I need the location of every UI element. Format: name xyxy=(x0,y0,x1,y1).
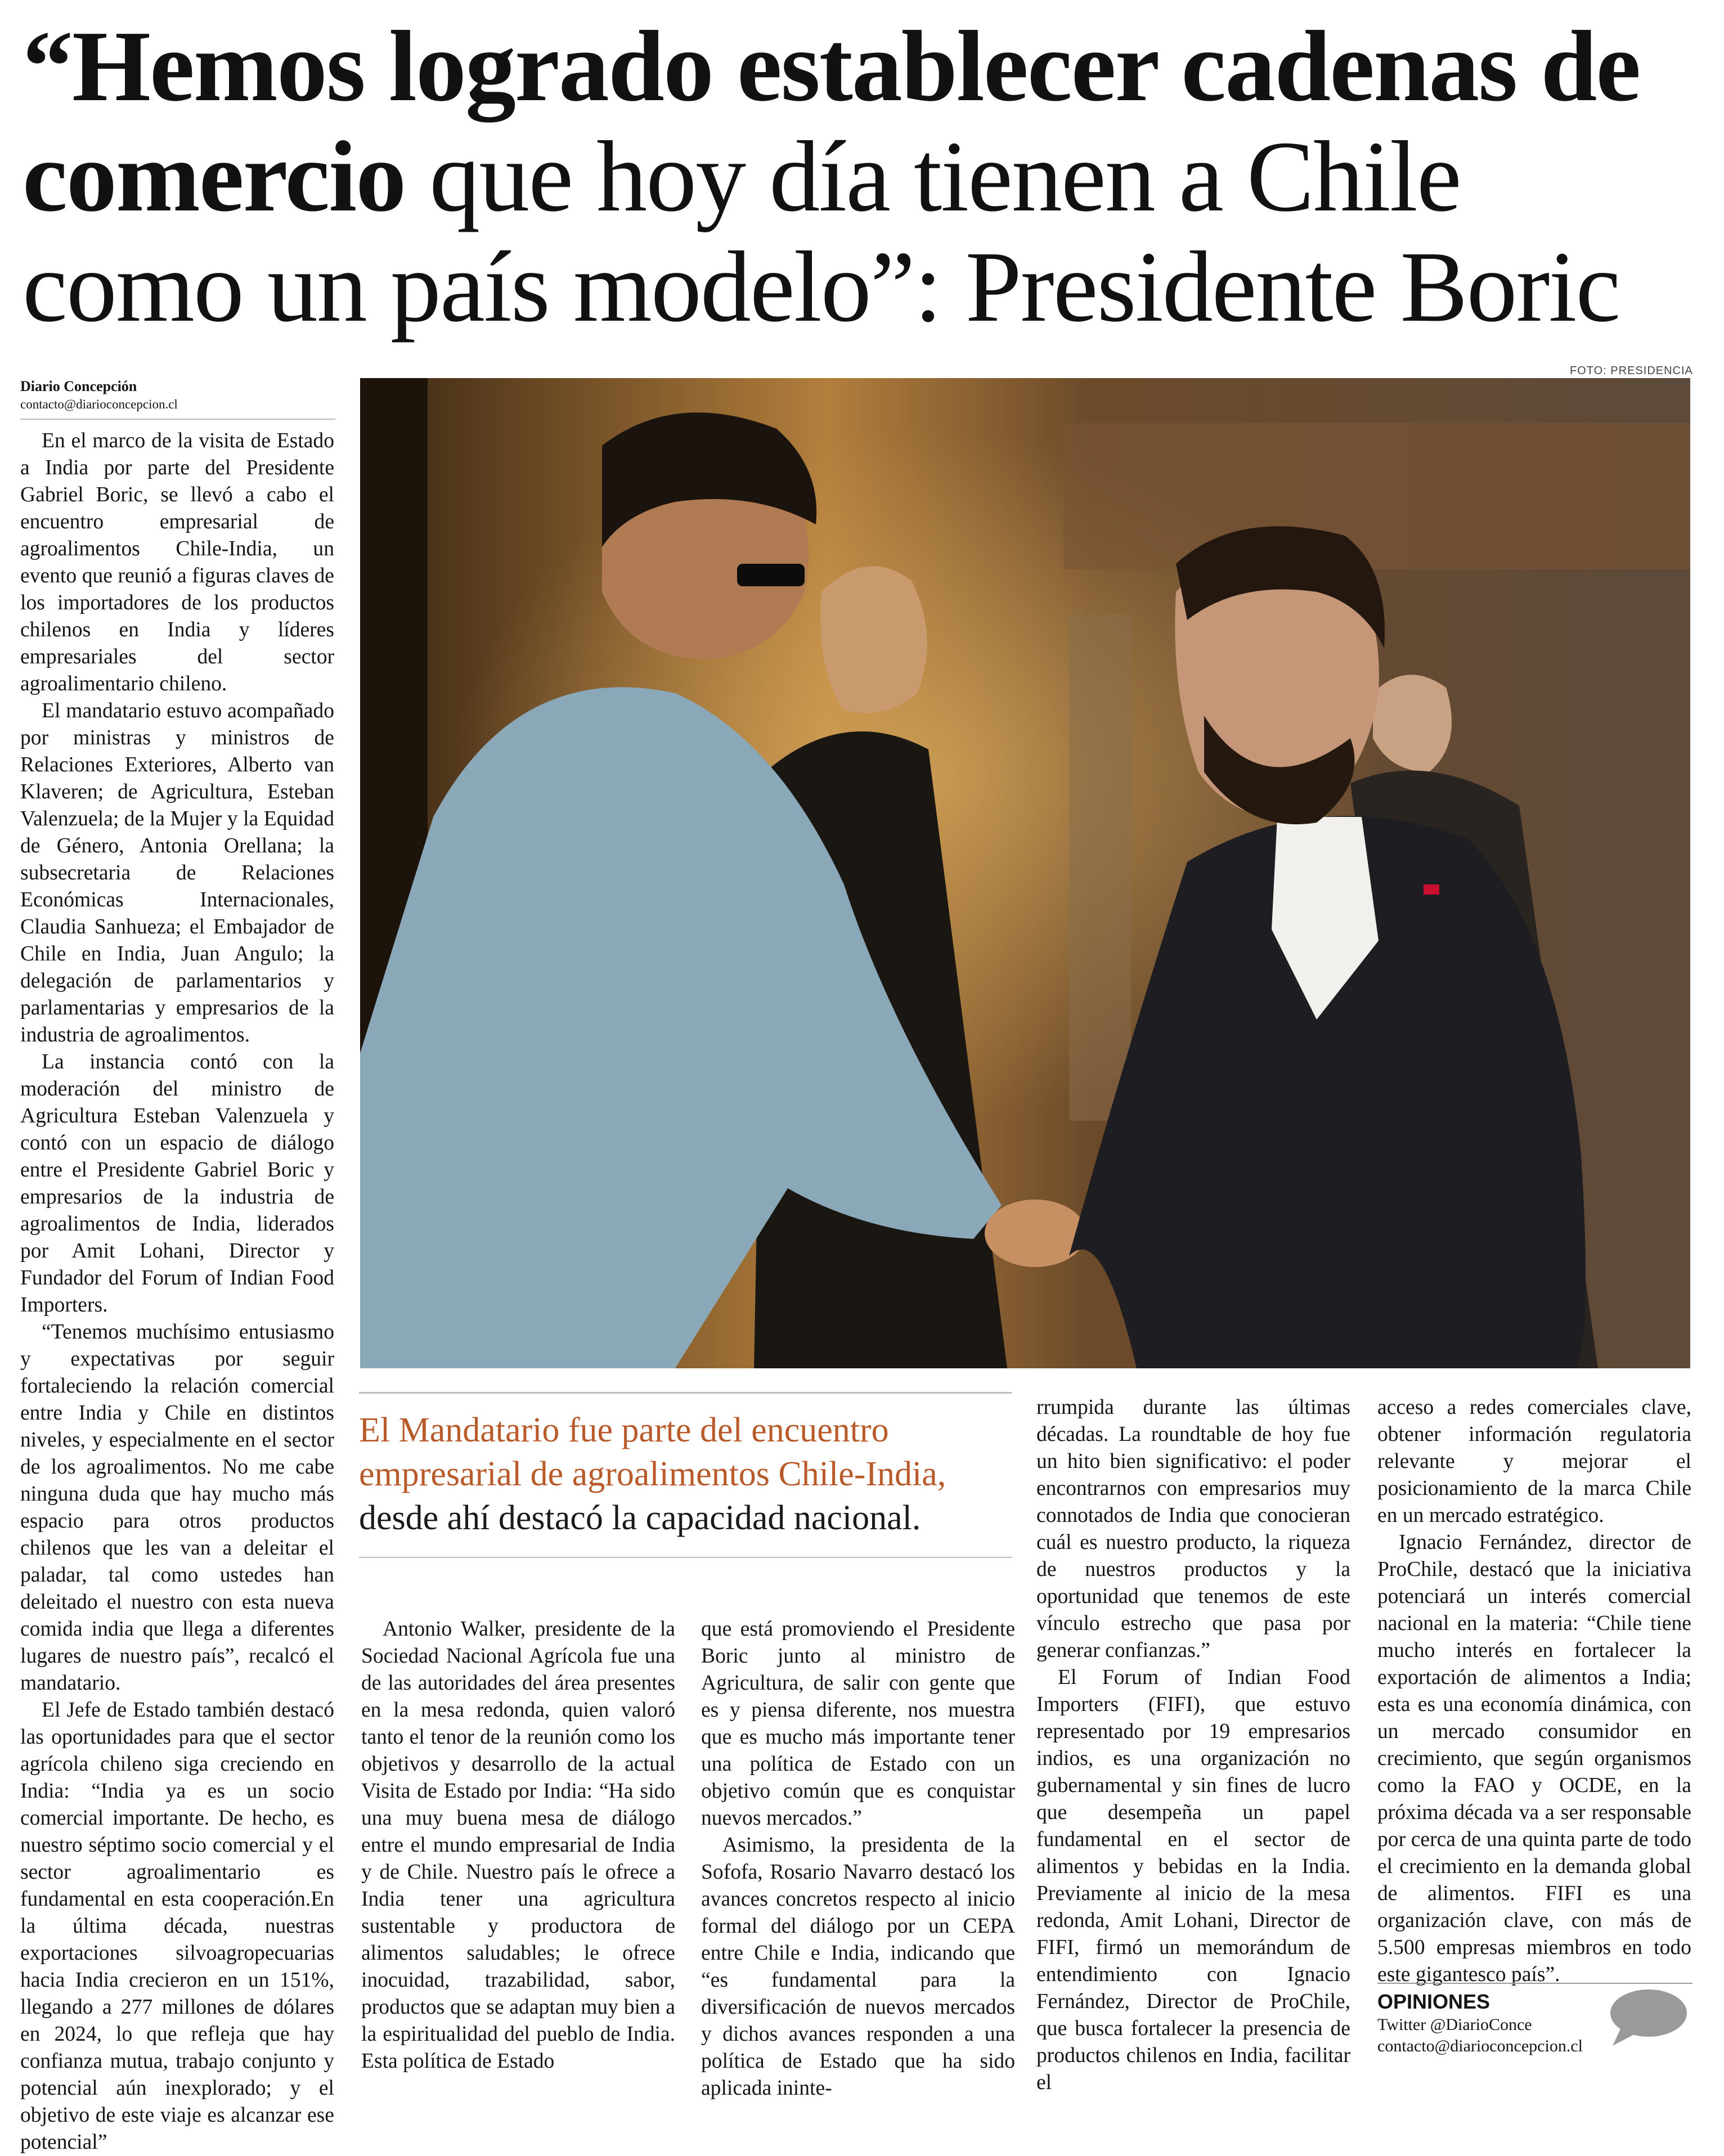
photo-credit: FOTO: PRESIDENCIA xyxy=(1570,365,1693,377)
headline-regular: que hoy día tienen a Chile como un país modelo”: Presidente Boric xyxy=(23,120,1620,343)
byline xyxy=(20,377,335,420)
headline xyxy=(23,11,1705,342)
byline-divider xyxy=(20,419,335,420)
article-column-3 xyxy=(701,1616,1015,2102)
article-column-5 xyxy=(1377,1394,1691,1988)
paragraph-continued: rrumpida durante las últimas décadas. La roundtable de hoy fue un hito bien significativo: el poder encontrarnos con empresarios muy connotados de India que conocieran cuál es nuestro producto, la riqueza de nuestros productos y la oportunidad que tenemos de este vínculo estrecho que pasa por generar confianzas.” xyxy=(1036,1396,1350,1662)
paragraph: En el marco de la visita de Estado a India por parte del Presidente Gabriel Boric, se llevó a cabo el encuentro empresarial de agroalimentos Chile-India, un evento que reunió a figuras claves de los importadores de los productos chilenos en India y líderes empresariales del sector agroalimentario chileno. xyxy=(20,429,334,695)
article-column-2 xyxy=(361,1616,675,2075)
headline-bold: “Hemos logrado establecer cadenas de comercio xyxy=(23,10,1640,232)
byline-email[interactable]: contacto@diarioconcepcion.cl xyxy=(20,397,178,411)
opiniones-email[interactable]: contacto@diarioconcepcion.cl xyxy=(1377,2037,1583,2055)
pull-quote-line-2: desde ahí destacó la capacidad nacional. xyxy=(359,1499,921,1537)
pull-quote-line-1: El Mandatario fue parte del encuentro empresarial de agroalimentos Chile-India, xyxy=(359,1411,946,1493)
speech-bubble-icon xyxy=(1605,1987,1689,2052)
paragraph-continued: acceso a redes comerciales clave, obtener información regulatoria relevante y mejorar el posicionamiento de la marca Chile en un mercado estratégico. xyxy=(1377,1396,1691,1527)
article-photo xyxy=(360,378,1690,1368)
paragraph: Antonio Walker, presidente de la Sociedad Nacional Agrícola fue una de las autoridades del área presentes en la mesa redonda, quien valoró tanto el tenor de la reunión como los objetivos y desarrollo de la actual Visita de Estado por India: “Ha sido una muy buena mesa de diálogo entre el mundo empresarial de India y de Chile. Nuestro país le ofrece a India tener una agricultura sustentable y productora de alimentos saludables; le ofrece inocuidad, trazabilidad, sabor, productos que se adaptan muy bien a la espiritualidad del pueblo de India. Esta política de Estado xyxy=(361,1618,675,2073)
paragraph: Asimismo, la presidenta de la Sofofa, Rosario Navarro destacó los avances concretos respecto al inicio formal del diálogo por un CEPA entre Chile e India, indicando que “es fundamental para la diversificación de nuevos mercados y dichos avances responden a una política de Estado que ha sido aplicada ininte- xyxy=(701,1834,1015,2100)
byline-name: Diario Concepción xyxy=(20,378,137,394)
pull-quote-bottom-rule xyxy=(359,1557,1012,1558)
paragraph: El Jefe de Estado también destacó las oportunidades para que el sector agrícola chileno siga creciendo en India: “India ya es un socio comercial importante. De hecho, es nuestro séptimo socio comercial y el sector agroalimentario es fundamental en esta cooperación.En la última década, nuestras exportaciones silvoagropecuarias hacia India crecieron en un 151%, llegando a 277 millones de dólares en 2024, lo que refleja que hay confianza mutua, trabajo conjunto y potencial aún inexplorado; y el objetivo de este viaje es alcanzar ese potencial” xyxy=(20,1699,334,2154)
paragraph-continued: que está promoviendo el Presidente Boric junto al ministro de Agricultura, de salir con gente que es y piensa diferente, nos muestra que es mucho más importante tener una política de Estado con un objetivo común que es conquistar nuevos mercados.” xyxy=(701,1618,1015,1830)
opiniones-rule xyxy=(1377,1983,1692,1984)
opiniones-title: OPINIONES xyxy=(1377,1990,1490,2013)
pull-quote-top-rule xyxy=(359,1392,1012,1394)
article-column-1 xyxy=(20,428,334,2156)
pull-quote xyxy=(359,1392,1012,1558)
paragraph: El Forum of Indian Food Importers (FIFI), que estuvo representado por 19 empresarios indios, es una organización no gubernamental y sin fines de lucro que desempeña un papel fundamental en el sector de alimentos y bebidas en la India. Previamente al inicio de la mesa redonda, Amit Lohani, Director de FIFI, firmó un memorándum de entendimiento con Ignacio Fernández, Director de ProChile, que busca fortalecer la presencia de productos chilenos en India, facilitar el xyxy=(1036,1666,1350,2094)
paragraph: El mandatario estuvo acompañado por ministras y ministros de Relaciones Exteriores, Alberto van Klaveren; de Agricultura, Esteban Valenzuela; de la Mujer y la Equidad de Género, Antonia Orellana; la subsecretaria de Relaciones Económicas Internacionales, Claudia Sanhueza; el Embajador de Chile en India, Juan Angulo; la delegación de parlamentarios y parlamentarias y empresarios de la industria de agroalimentos. xyxy=(20,699,334,1046)
opiniones-twitter[interactable]: Twitter @DiarioConce xyxy=(1377,2015,1532,2034)
paragraph: La instancia contó con la moderación del ministro de Agricultura Esteban Valenzuela y contó con un espacio de diálogo entre el Presidente Gabriel Boric y empresarios de la industria de agroalimentos de India, liderados por Amit Lohani, Director y Fundador del Forum of Indian Food Importers. xyxy=(20,1050,334,1317)
article-column-4 xyxy=(1036,1394,1350,2096)
paragraph: “Tenemos muchísimo entusiasmo y expectativas por seguir fortaleciendo la relación comercial entre India y Chile en distintos niveles, y especialmente en el sector de los agroalimentos. No me cabe ninguna duda que hay mucho más espacio para otros productos chilenos que les van a deleitar el paladar, tal como ustedes han deleitado el nuestro con esta nueva comida india que llega a diferentes lugares de nuestro país”, recalcó el mandatario. xyxy=(20,1320,334,1695)
paragraph: Ignacio Fernández, director de ProChile, destacó que la iniciativa potenciará un interés comercial nacional en la materia: “Chile tiene mucho interés en fortalecer la exportación de alimentos a India; esta es una economía dinámica, con un mercado consumidor en crecimiento, que según organismos como la FAO y OCDE, en la próxima década va a ser responsable por cerca de una quinta parte de todo el crecimiento en la demanda global de alimentos. FIFI es una organización clave, con más de 5.500 empresas miembros en todo este gigantesco país”. xyxy=(1377,1531,1691,1986)
